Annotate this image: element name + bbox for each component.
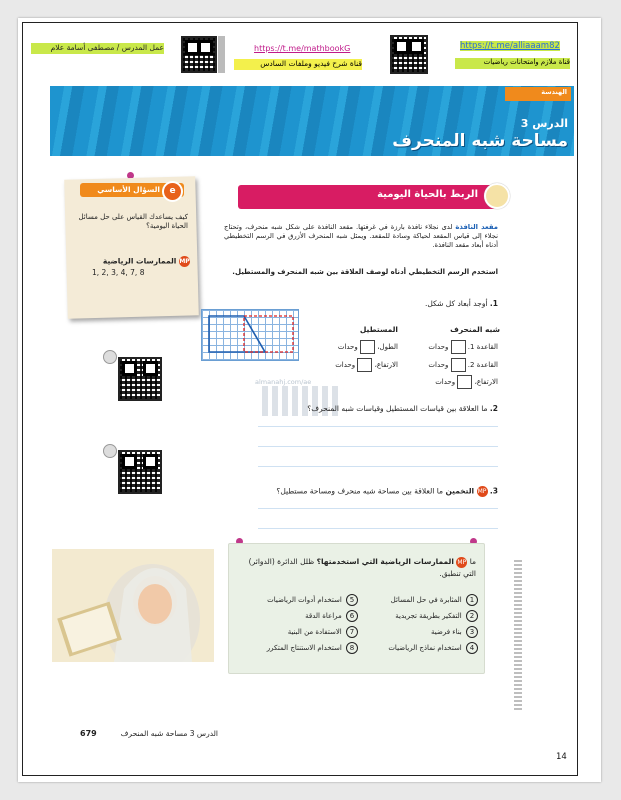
practice-item-5[interactable]	[234, 594, 358, 606]
answer-line	[258, 508, 498, 509]
answer-line	[258, 446, 498, 447]
sheet-number: 14	[556, 752, 567, 762]
math-practice-icon: MP	[179, 258, 190, 265]
intro-bold-word: مقعد النافذة	[455, 223, 498, 231]
globe-icon	[484, 183, 510, 209]
qr-scan-icon	[103, 350, 117, 364]
rect-height-unit: وحدات	[335, 361, 356, 369]
practice-item-4[interactable]	[370, 642, 478, 654]
math-practice-icon: MP	[477, 488, 487, 495]
watermark-url: almanahj.com/ae	[255, 378, 312, 386]
rect-length-unit: وحدات	[337, 343, 358, 351]
practices-intro: ما	[469, 557, 476, 566]
practice-checkbox-2[interactable]: 2	[466, 610, 478, 622]
q3	[246, 486, 498, 497]
eq-practices-label	[80, 256, 190, 267]
eq-practices-label-text: الممارسات الرياضية	[102, 256, 177, 266]
practice-label-5: استخدام أدوات الرياضيات	[267, 596, 342, 604]
q2-number: 2.	[489, 404, 498, 413]
practice-label-4: استخدام نماذج الرياضيات	[388, 644, 462, 652]
rect-heading: المستطيل	[359, 325, 398, 334]
practice-item-8[interactable]	[234, 642, 358, 654]
base2-input[interactable]	[451, 358, 466, 372]
student-reading-photo	[52, 549, 214, 662]
rectangle-shape	[244, 316, 293, 352]
trap-height-label: الارتفاع،	[474, 378, 498, 386]
practice-label-2: التفكير بطريقة تجريدية	[395, 612, 462, 620]
math-practice-icon: MP	[457, 558, 467, 566]
trap-base2-row	[392, 358, 498, 372]
q2-text: ما العلاقة بين قياسات المستطيل وقياسات شبه المنحرف؟	[307, 404, 488, 413]
practice-checkbox-3[interactable]: 3	[466, 626, 478, 638]
practice-checkbox-6[interactable]: 6	[346, 610, 358, 622]
q3-number: 3.	[489, 486, 498, 496]
lesson-label: الدرس 3	[520, 117, 568, 130]
rect-length-row	[298, 340, 398, 354]
channel-video-text: قناة شرح فيديو وملفات السادس	[234, 59, 362, 70]
channel-notes-text: قناة ملازم وامتحانات رياضيات	[455, 58, 570, 69]
intro-text: لدى نجلاء نافذة بارزة في غرفتها. مقعد النافذة على شكل شبه منحرف، وتحتاج نجلاء إلى قياس المقعد لحياكة وسادة للمقعد. ويمثل شبه المنحرف الأزرق في الرسم التخطيطي أدناه أبعاد مقعد النافذة.	[224, 223, 498, 250]
q2	[260, 404, 498, 414]
base1-label: القاعدة 1.	[467, 343, 498, 351]
credit-text: عمل المدرس / مصطفى أسامة علام	[31, 43, 164, 54]
practice-label-1: المثابرة في حل المسائل	[390, 596, 462, 604]
practice-item-3[interactable]	[370, 626, 478, 638]
q1-number: 1.	[489, 299, 498, 308]
practice-item-1[interactable]	[370, 594, 478, 606]
student-illustration	[52, 549, 214, 662]
practice-label-3: بناء فرضية	[431, 628, 462, 636]
base1-input[interactable]	[451, 340, 466, 354]
q3-text: ما العلاقة بين مساحة شبه منحرف ومساحة مستطيل؟	[276, 486, 444, 496]
rect-length-input[interactable]	[360, 340, 375, 354]
trap-height-input[interactable]	[457, 375, 472, 389]
trap-height-unit: وحدات	[435, 378, 456, 386]
footer-lesson-ref: الدرس 3 مساحة شبه المنحرف	[120, 729, 218, 738]
answer-line	[258, 528, 498, 529]
copyright-strip	[514, 560, 522, 710]
practice-label-8: استخدام الاستنتاج المتكرر	[266, 644, 342, 652]
intro-instruction: استخدم الرسم التخطيطي أدناه لوصف العلاقة بين شبه المنحرف والمستطيل.	[232, 268, 498, 276]
qr-code-lesson[interactable]	[118, 357, 162, 401]
lesson-title: مساحة شبه المنحرف	[392, 131, 568, 151]
qr-code-notes[interactable]	[390, 35, 428, 74]
trapezoid-shape	[209, 316, 265, 352]
practice-checkbox-4[interactable]: 4	[466, 642, 478, 654]
practices-bold: الممارسات الرياضية التي استخدمتها؟	[316, 557, 454, 566]
trapezoid-diagram	[201, 309, 299, 361]
practice-item-2[interactable]	[370, 610, 478, 622]
qr-scan-icon-2	[103, 444, 117, 458]
practice-checkbox-7[interactable]: 7	[346, 626, 358, 638]
practice-checkbox-1[interactable]: 1	[466, 594, 478, 606]
base2-unit: وحدات	[428, 361, 449, 369]
intro-paragraph	[224, 223, 498, 251]
eq-practices-list: 1, 2, 3, 4, 7, 8	[92, 268, 145, 277]
essential-question-icon: e	[162, 181, 183, 202]
q1-text: أوجد أبعاد كل شكل.	[424, 299, 488, 308]
answer-line	[258, 426, 498, 427]
rect-height-label: الارتفاع،	[374, 361, 398, 369]
answer-line	[258, 466, 498, 467]
qr-code-lesson-2[interactable]	[118, 450, 162, 494]
practice-item-7[interactable]	[234, 626, 358, 638]
base1-unit: وحدات	[428, 343, 449, 351]
section-title: الربط بالحياة اليومية	[377, 189, 478, 200]
rect-height-row	[298, 358, 398, 372]
trap-heading: شبه المنحرف	[450, 325, 500, 334]
eq-heading: السؤال الأساسي	[97, 185, 160, 194]
q1	[400, 299, 498, 309]
practice-checkbox-8[interactable]: 8	[346, 642, 358, 654]
practices-tail: ظلل الدائرة (الدوائر) التي تنطبق.	[248, 557, 476, 578]
trap-height-row	[392, 375, 498, 389]
qr-code-video[interactable]	[181, 36, 217, 73]
practice-label-6: مراعاة الدقة	[305, 612, 342, 620]
link-alliaaam[interactable]: https://t.me/alliaaam82	[460, 41, 560, 51]
q3-bold: التخمين	[445, 486, 475, 496]
unit-tag: الهندسة	[541, 88, 567, 96]
practice-item-6[interactable]	[234, 610, 358, 622]
link-mathbook[interactable]: https://t.me/mathbookG	[254, 44, 351, 53]
practice-label-7: الاستفادة من البنية	[287, 628, 342, 636]
trap-base1-row	[392, 340, 498, 354]
base2-label: القاعدة 2.	[467, 361, 498, 369]
eq-text: كيف يساعدك القياس على حل مسائل الحياة اليومية؟	[78, 213, 188, 231]
qr-side-strip	[218, 36, 225, 73]
rect-length-label: الطول،	[377, 343, 398, 351]
practice-checkbox-5[interactable]: 5	[346, 594, 358, 606]
rect-height-input[interactable]	[357, 358, 372, 372]
practices-prompt	[236, 556, 476, 580]
trapezoid-rectangle-drawing	[202, 310, 298, 360]
page-number: 679	[80, 729, 97, 738]
